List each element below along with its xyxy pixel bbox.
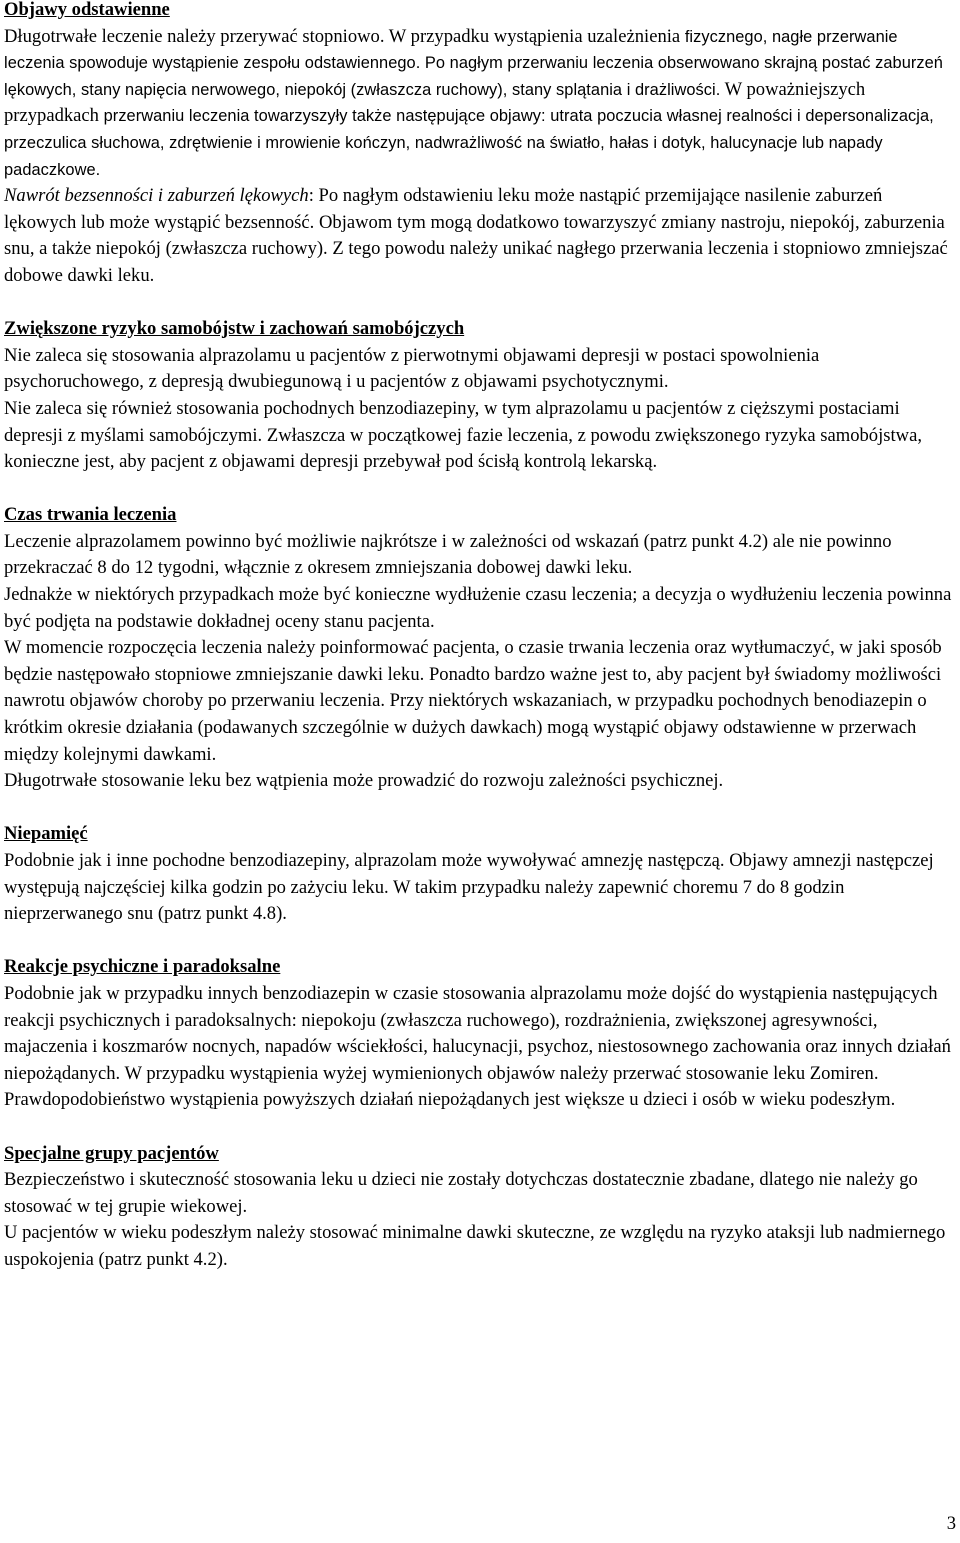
section-heading: Zwiększone ryzyko samobójstw i zachowań samobójczych bbox=[4, 318, 465, 340]
section-treatment-duration bbox=[4, 502, 956, 795]
paragraph: Bezpieczeństwo i skuteczność stosowania leku u dzieci nie zostały dotychczas dostatecznie zbadane, dlatego nie należy go stosować w tej grupie wiekowej. bbox=[4, 1169, 918, 1217]
section-heading: Niepamięć bbox=[4, 823, 88, 845]
section-amnesia bbox=[4, 821, 956, 927]
section-suicide-risk bbox=[4, 316, 956, 476]
paragraph-text: W poważniejszych przypadkach bbox=[4, 78, 866, 127]
document-page bbox=[4, 0, 956, 1300]
paragraph: Podobnie jak w przypadku innych benzodiazepin w czasie stosowania alprazolamu może dojść do wystąpienia następujących reakcji psychicznych i paradoksalnych: niepokoju (zwłaszcza ruchowego), rozdrażnienia, zwiększonej agresywności, majaczenia i koszmarów nocnych, napadów wściekłości, halucynacji, psychoz, niestosownego zachowania oraz innych działań niepożądanych. W przypadku wystąpienia wyżej wymienionych objawów należy przerwać stosowanie leku Zomiren. bbox=[4, 982, 951, 1084]
section-withdrawal bbox=[4, 0, 956, 290]
italic-lead: Nawrót bezsenności i zaburzeń lękowych bbox=[4, 185, 309, 207]
paragraph-text: przerwaniu leczenia towarzyszyły także następujące objawy: utrata poczucia własnej realności i depersonalizacja, przeczulica słuchowa, zdrętwienie i mrowienie kończyn, nadwrażliwość na światło, hałas i dotyk, halucynacje lub napady padaczkowe. bbox=[4, 107, 934, 179]
paragraph: Długotrwałe stosowanie leku bez wątpienia może prowadzić do rozwoju zależności psychicznej. bbox=[4, 770, 724, 792]
paragraph: Jednakże w niektórych przypadkach może być konieczne wydłużenie czasu leczenia; a decyzja o wydłużeniu leczenia powinna być podjęta na podstawie dokładnej oceny stanu pacjenta. bbox=[4, 584, 952, 632]
paragraph: U pacjentów w wieku podeszłym należy stosować minimalne dawki skuteczne, ze względu na ryzyko ataksji lub nadmiernego uspokojenia (patrz punkt 4.2). bbox=[4, 1222, 946, 1270]
paragraph bbox=[4, 24, 956, 184]
paragraph: Nie zaleca się również stosowania pochodnych benzodiazepiny, w tym alprazolamu u pacjentów z cięższymi postaciami depresji z myślami samobójczymi. Zwłaszcza w początkowej fazie leczenia, z powodu zwiększonego ryzyka samobójstwa, konieczne jest, aby pacjent z objawami depresji przebywał pod ścisłą kontrolą lekarską. bbox=[4, 397, 922, 473]
section-heading: Objawy odstawienne bbox=[4, 0, 170, 20]
section-heading: Specjalne grupy pacjentów bbox=[4, 1142, 219, 1164]
section-heading: Czas trwania leczenia bbox=[4, 504, 177, 526]
paragraph-text: Długotrwałe leczenie należy przerywać stopniowo. W przypadku wystąpienia uzależnienia bbox=[4, 25, 681, 47]
paragraph: Nie zaleca się stosowania alprazolamu u pacjentów z pierwotnymi objawami depresji w postaci spowolnienia psychoruchowego, z depresją dwubiegunową i u pacjentów z objawami psychotycznymi. bbox=[4, 344, 820, 393]
paragraph bbox=[4, 183, 956, 289]
paragraph: W momencie rozpoczęcia leczenia należy poinformować pacjenta, o czasie trwania leczenia oraz wytłumaczyć, w jaki sposób będzie następowało stopniowe zmniejszanie dawki leku. Ponadto bardzo ważne jest to, aby pacjent był świadomy możliwości nawrotu objawów choroby po przerwaniu leczenia. Przy niektórych wskazaniach, w przypadku pochodnych benodiazepin o krótkim okresie działania (podawanych szczególnie w dużych dawkach) mogą wystąpić objawy odstawienne w przerwach między kolejnymi dawkami. bbox=[4, 637, 942, 765]
paragraph: Podobnie jak i inne pochodne benzodiazepiny, alprazolam może wywoływać amnezję następczą. Objawy amnezji następczej występują najczęściej kilka godzin po zażyciu leku. W takim przypadku należy zapewnić choremu 7 do 8 godzin nieprzerwanego snu (patrz punkt 4.8). bbox=[4, 850, 934, 925]
section-paradoxical-reactions bbox=[4, 954, 956, 1114]
paragraph-text: fizycznego, nagłe przerwanie leczenia spowoduje wystąpienie zespołu odstawiennego. Po nagłym przerwaniu leczenia obserwowano skrajną postać zaburzeń lękowych, stany napięcia nerwowego, niepokój (zwłaszcza ruchowy), stany splątania i drażliwości. bbox=[4, 27, 943, 99]
paragraph: Prawdopodobieństwo wystąpienia powyższych działań niepożądanych jest większe u dzieci i osób w wieku podeszłym. bbox=[4, 1089, 896, 1111]
page-number: 3 bbox=[946, 1513, 956, 1534]
section-heading: Reakcje psychiczne i paradoksalne bbox=[4, 956, 281, 978]
paragraph-text: : Po nagłym odstawieniu leku może nastąpić przemijające nasilenie zaburzeń lękowych lub może wystąpić bezsenność. Objawom tym mogą dodatkowo towarzyszyć zmiany nastroju, niepokój, zaburzenia snu, a także niepokój (zwłaszcza ruchowy). Z tego powodu należy unikać nagłego przerwania leczenia i stopniowo zmniejszać dobowe dawki leku. bbox=[4, 185, 948, 286]
paragraph: Leczenie alprazolamem powinno być możliwie najkrótsze i w zależności od wskazań (patrz punkt 4.2) ale nie powinno przekraczać 8 do 12 tygodni, włącznie z okresem zmniejszania dobowej dawki leku. bbox=[4, 530, 892, 579]
section-special-groups bbox=[4, 1141, 956, 1274]
